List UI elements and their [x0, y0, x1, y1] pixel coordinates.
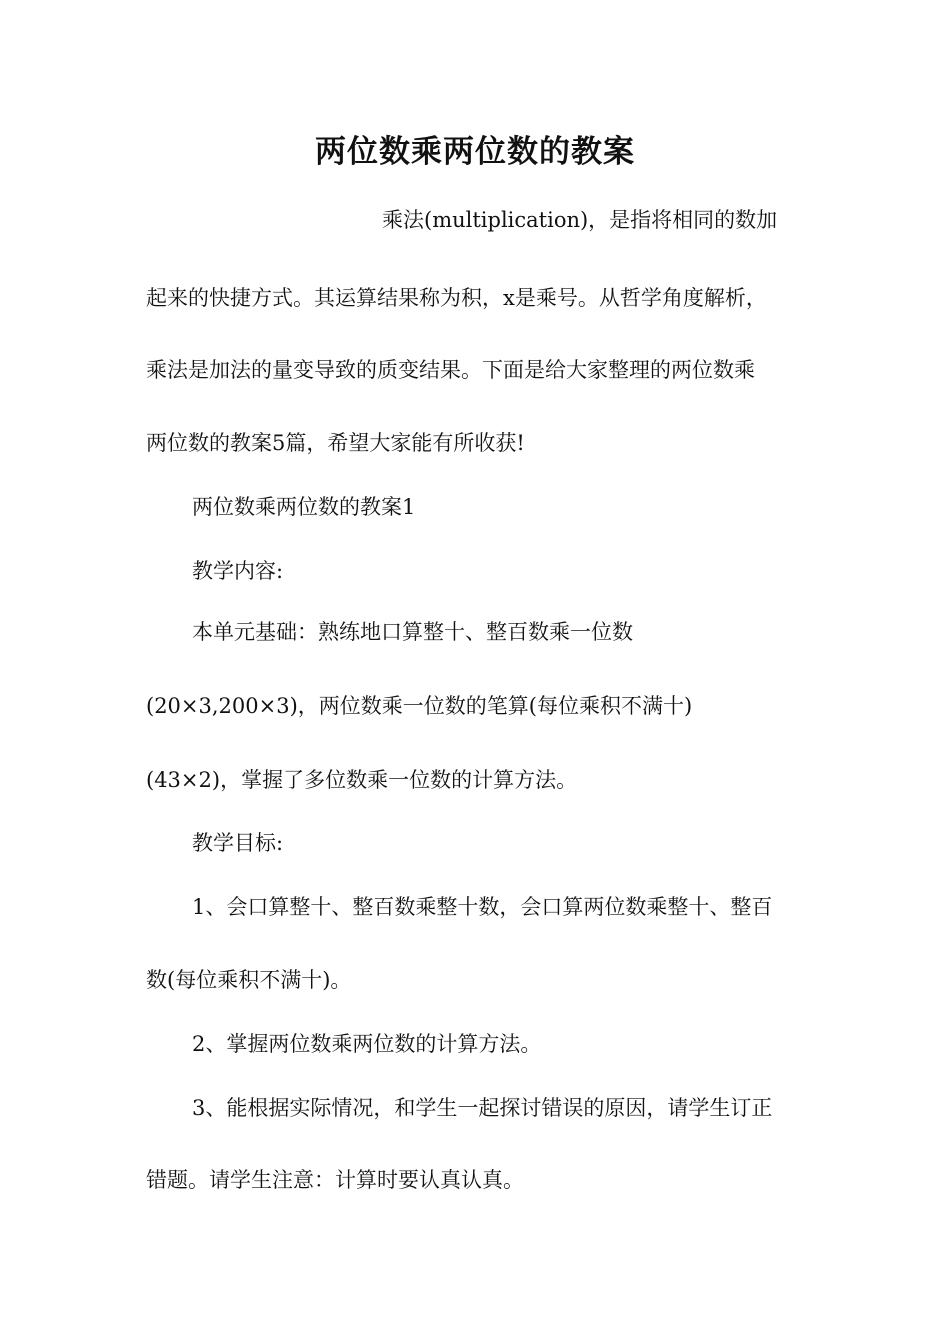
goal-1-line-1: 1、会口算整十、整百数乘整十数，会口算两位数乘整十、整百 [192, 895, 773, 919]
goal-3-line-1: 3、能根据实际情况，和学生一起探讨错误的原因，请学生订正 [192, 1096, 773, 1120]
section-heading: 两位数乘两位数的教案1 [192, 495, 416, 519]
intro-line-1: 乘法(multiplication)，是指将相同的数加 [382, 208, 778, 232]
intro-line-4: 两位数的教案5篇，希望大家能有所收获! [146, 431, 525, 455]
goal-3-line-2: 错题。请学生注意：计算时要认真认真。 [146, 1168, 524, 1192]
intro-line-2: 起来的快捷方式。其运算结果称为积，x是乘号。从哲学角度解析， [146, 286, 767, 310]
intro-line-3: 乘法是加法的量变导致的质变结果。下面是给大家整理的两位数乘 [146, 358, 755, 382]
goal-1-line-2: 数(每位乘积不满十)。 [146, 968, 352, 992]
goals-heading: 教学目标: [192, 831, 284, 855]
document-title: 两位数乘两位数的教案 [315, 134, 635, 170]
content-heading: 教学内容: [192, 559, 284, 583]
content-line-2: (20×3,200×3)，两位数乘一位数的笔算(每位乘积不满十) [146, 694, 693, 718]
content-line-1: 本单元基础：熟练地口算整十、整百数乘一位数 [192, 620, 633, 644]
content-line-3: (43×2)，掌握了多位数乘一位数的计算方法。 [146, 768, 578, 792]
goal-2: 2、掌握两位数乘两位数的计算方法。 [192, 1032, 542, 1056]
